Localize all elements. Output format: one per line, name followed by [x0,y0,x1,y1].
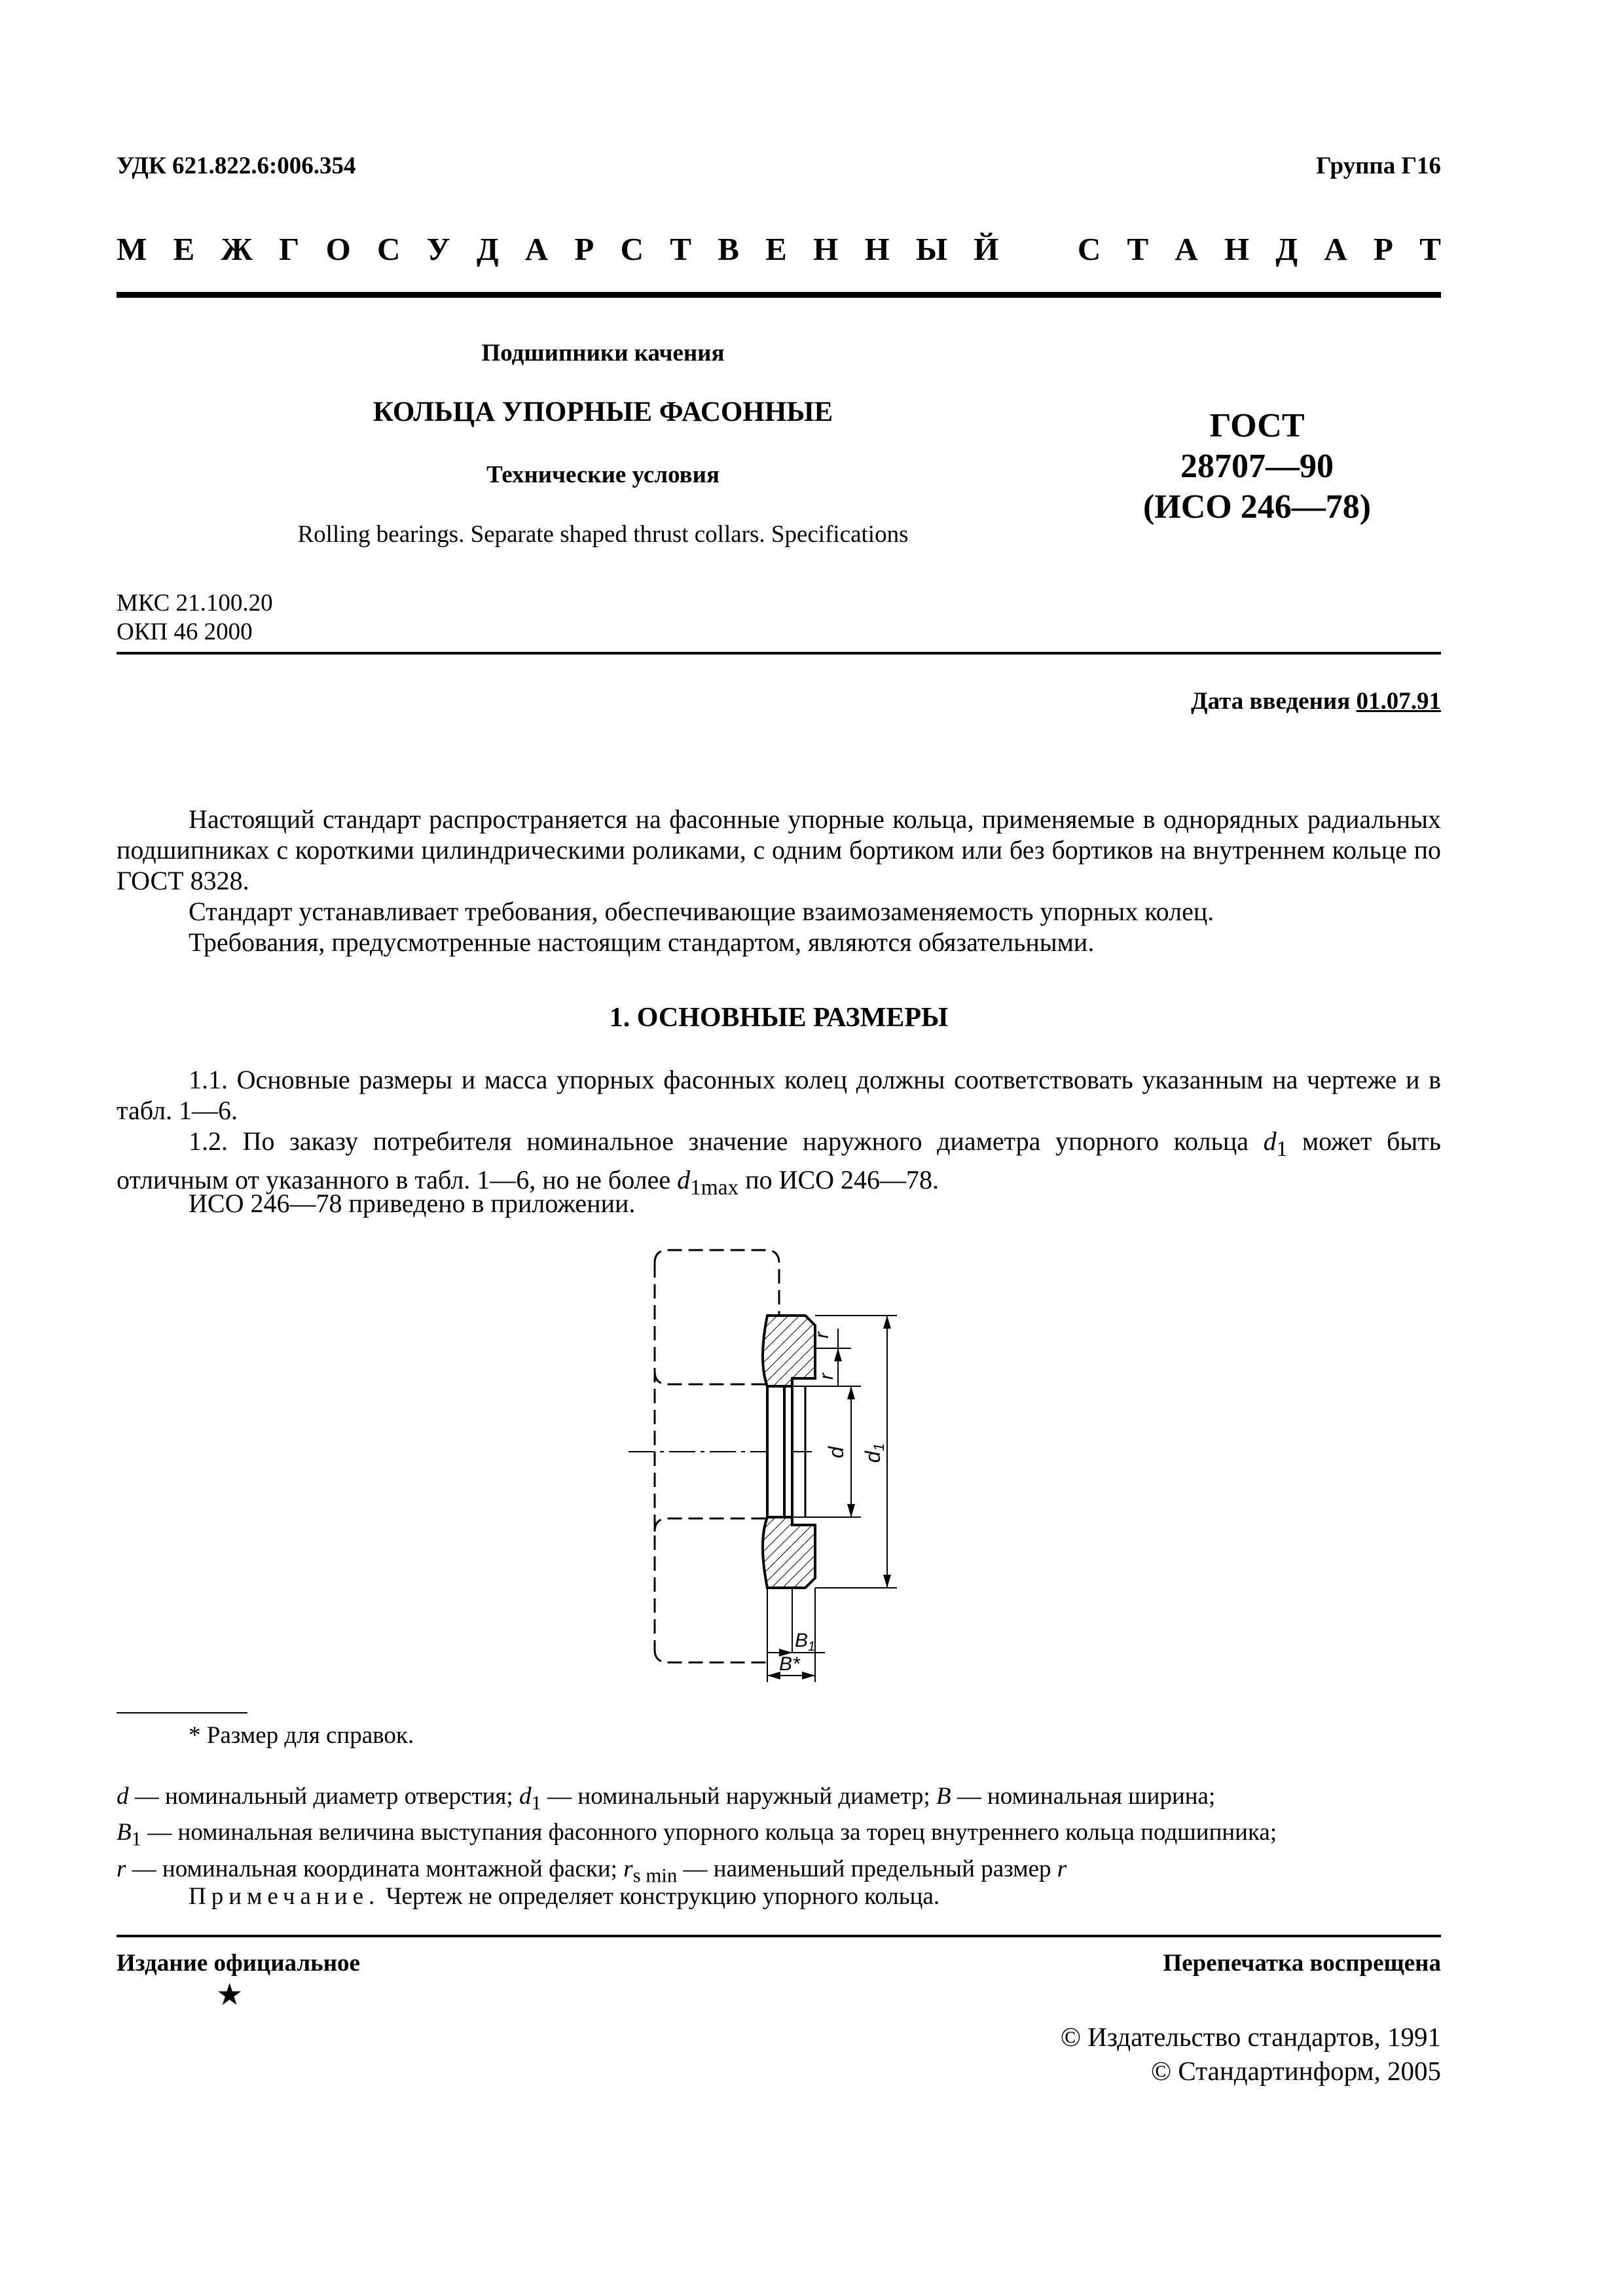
banner-letter: Р [1374,231,1393,267]
legend-text-1d: — номинальный наружный диаметр; [541,1783,936,1810]
legend-line-1 [117,1782,1441,1818]
sym-d: d [117,1783,129,1810]
title-category: Подшипники качения [481,340,725,367]
intro-paragraph-3: Требования, предусмотренные настоящим стандартом, являются обязательными. [189,927,1095,957]
banner-letter: Т [1419,231,1441,267]
star-icon: ★ [216,1978,244,2011]
footnote-rule [117,1712,247,1713]
banner-letter: С [1077,231,1101,267]
legend-text-2b: — номинальная величина выступания фасонного упорного кольца за торец внутреннего кольца подшипника; [141,1819,1277,1846]
legend-text-3d: — наименьший предельный размер [677,1855,1057,1882]
sym-B1-sub: 1 [131,1827,142,1850]
banner-letter: А [1175,231,1198,267]
p12-text-a: 1.2. По заказу потребителя номинальное значение наружного диаметра упорного кольца [189,1126,1264,1156]
gost-label: ГОСТ [1209,407,1305,444]
copyright-2005: © Стандартинформ, 2005 [1151,2056,1441,2086]
label-B1-sub: 1 [808,1640,816,1654]
paragraph-1-3: ИСО 246—78 приведено в приложении. [189,1189,636,1218]
label-r-inner: r [816,1373,837,1380]
legend-text-1b: — номинальный диаметр отверстия; [128,1783,519,1810]
note-text: Чертеж не определяет конструкцию упорного кольца. [380,1883,940,1910]
banner-letter: М [117,231,147,267]
gost-code: 28707—90 [1180,448,1334,485]
codes-rule [117,652,1441,655]
classification-codes [117,589,273,647]
label-d: d [824,1446,848,1458]
sym-rs-sub: s min [632,1864,678,1887]
header-rule [117,292,1441,298]
reprint-prohibited: Перепечатка воспрещена [1163,1950,1441,1977]
banner-letter: Н [1224,231,1250,267]
banner-gap [1025,230,1051,268]
p12-d1-sub: 1 [1276,1137,1288,1161]
label-d1-sub: 1 [871,1443,887,1452]
banner-letter: Г [279,231,300,267]
banner-letter: У [426,231,450,267]
note-label: Примечание. [189,1883,380,1910]
mks-code: МКС 21.100.20 [117,590,273,617]
symbols-legend [117,1782,1441,1890]
p12-d1max: d [677,1165,691,1194]
sym-B: B [936,1783,951,1810]
banner-letter: Н [813,231,839,267]
legend-text-3b: — номинальная координата монтажной фаски; [126,1855,624,1882]
paragraph-1-1: 1.1. Основные размеры и масса упорных фасонных колец должны соответствовать указанным на чертеже и в табл. 1—6. [117,1065,1441,1125]
banner-letter: А [524,231,549,267]
sym-d1: d [519,1783,532,1810]
legend-line-2 [117,1818,1441,1854]
banner-letter: О [325,231,351,267]
banner-letter: Е [173,231,195,267]
legend-text-1f: — номинальная ширина; [951,1783,1216,1810]
label-d1 [861,1443,887,1463]
title-subtitle: Технические условия [486,461,720,488]
banner-letter: Ы [915,231,947,267]
label-B1-main: B [795,1630,809,1651]
banner-letter: Н [864,231,890,267]
p12-d1: d [1263,1126,1277,1156]
date-label: Дата введения [1191,688,1351,715]
banner-letter: Т [1127,231,1149,267]
p12-text-b: может быть отличным от указанного в табл. 1—6, но не более [117,1126,1441,1194]
label-d1-main: d [861,1451,884,1463]
banner-letter: Д [476,231,499,267]
p12-text-c: по ИСО 246—78. [739,1165,939,1194]
label-B1 [795,1630,815,1654]
copyright-block [1061,2020,1441,2088]
group-code: Группа Г16 [1316,152,1441,179]
banner-letter: Т [670,231,691,267]
banner-letter: Й [974,231,999,267]
sym-d1-sub: 1 [531,1791,541,1814]
sym-r-end: r [1057,1855,1067,1882]
label-r-top: r [811,1332,833,1338]
standard-type-banner [117,230,1441,268]
phantom-bearing-outline [655,1250,779,1662]
sym-r: r [117,1855,126,1882]
official-edition: Издание официальное [117,1950,360,1977]
banner-letter: С [376,231,401,267]
okp-code: ОКП 46 2000 [117,619,253,645]
banner-letter: С [620,231,644,267]
sym-rs: r [623,1855,633,1882]
p12-d1max-sub: 1max [690,1175,739,1200]
banner-letter: Д [1275,231,1298,267]
intro-paragraph-1: Настоящий стандарт распространяется на фасонные упорные кольца, применяемые в однорядных радиальных подшипниках с короткими цилиндрическими роликами, с одним бортиком или без бортиков на внутреннем кольце по ГОСТ 8328. [117,804,1441,895]
banner-letter: В [718,231,739,267]
thrust-collar-drawing [629,1230,956,1715]
section-heading: 1. ОСНОВНЫЕ РАЗМЕРЫ [609,1003,949,1033]
title-english: Rolling bearings. Separate shaped thrust collars. Specifications [297,521,909,548]
banner-letter: Р [574,231,594,267]
gost-number [1074,406,1440,528]
banner-letter: А [1324,231,1347,267]
title-main: КОЛЬЦА УПОРНЫЕ ФАСОННЫЕ [373,397,833,427]
copyright-1991: © Издательство стандартов, 1991 [1060,2022,1441,2052]
sym-B1: B [117,1819,132,1846]
banner-letter: Е [765,231,787,267]
banner-letter: Ж [221,231,253,267]
drawing-note [189,1882,939,1910]
intro-paragraph-2: Стандарт устанавливает требования, обеспечивающие взаимозаменяемость упорных колец. [189,897,1214,926]
udk-code: УДК 621.822.6:006.354 [117,152,356,179]
date-value: 01.07.91 [1356,688,1441,715]
footer-rule [117,1935,1441,1937]
introduction-date [1191,687,1441,715]
iso-code: (ИСО 246—78) [1142,488,1372,526]
footnote: * Размер для справок. [189,1722,414,1749]
label-B: B* [779,1653,800,1675]
